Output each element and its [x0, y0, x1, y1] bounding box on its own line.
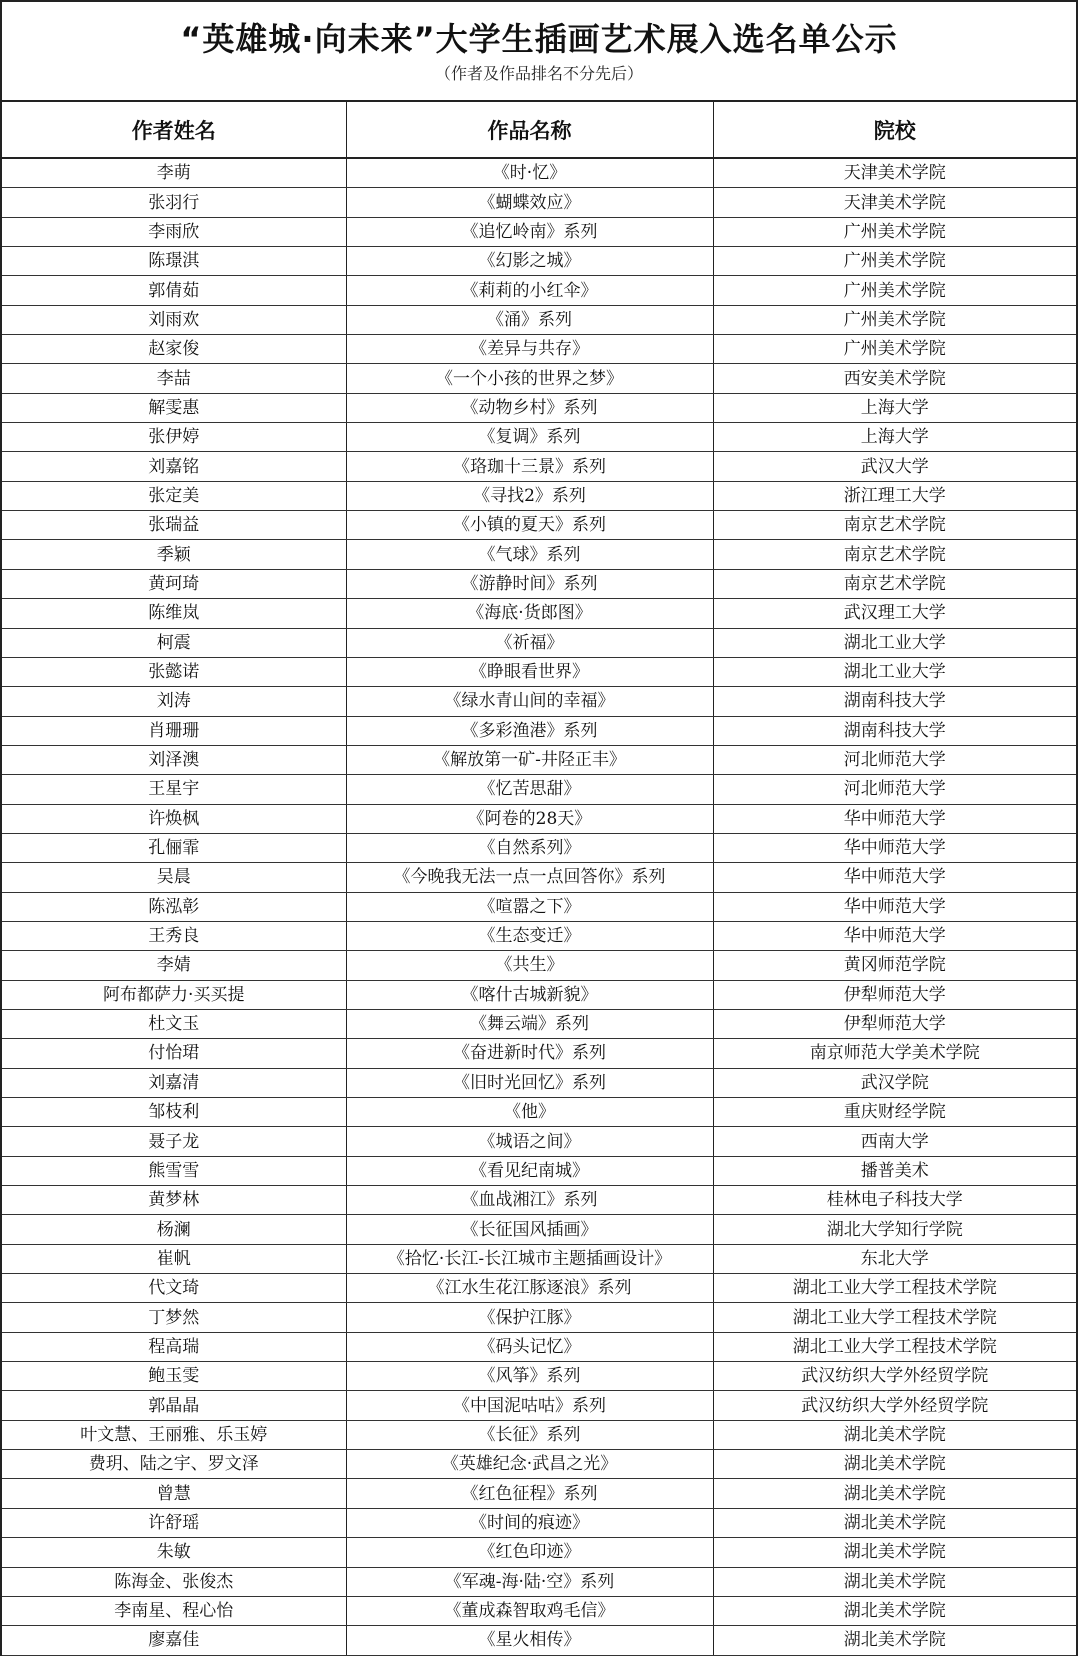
school-cell: 广州美术学院: [713, 217, 1076, 246]
table-row: [2, 188, 1076, 217]
header-work-title: 作品名称: [346, 102, 713, 158]
work-title-cell: 《他》: [346, 1098, 713, 1127]
author-name-cell: 刘嘉清: [2, 1068, 346, 1097]
title-block: [2, 2, 1076, 102]
table-row: [2, 364, 1076, 393]
table-row: [2, 511, 1076, 540]
table-row: [2, 1420, 1076, 1449]
school-cell: 南京艺术学院: [713, 540, 1076, 569]
author-name-cell: 刘涛: [2, 687, 346, 716]
school-cell: 西南大学: [713, 1127, 1076, 1156]
table-row: [2, 1567, 1076, 1596]
work-title-cell: 《蝴蝶效应》: [346, 188, 713, 217]
author-name-cell: 刘雨欢: [2, 305, 346, 334]
school-cell: 华中师范大学: [713, 892, 1076, 921]
work-title-cell: 《小镇的夏天》系列: [346, 511, 713, 540]
table-row: [2, 1332, 1076, 1361]
work-title-cell: 《气球》系列: [346, 540, 713, 569]
table-row: [2, 335, 1076, 364]
school-cell: 河北师范大学: [713, 775, 1076, 804]
selection-list-table: [2, 102, 1076, 1656]
school-cell: 湖北工业大学: [713, 628, 1076, 657]
table-row: [2, 158, 1076, 188]
author-name-cell: 张懿诺: [2, 657, 346, 686]
author-name-cell: 刘泽澳: [2, 745, 346, 774]
work-title-cell: 《时间的痕迹》: [346, 1508, 713, 1537]
author-name-cell: 张羽行: [2, 188, 346, 217]
school-cell: 湖北工业大学工程技术学院: [713, 1274, 1076, 1303]
table-row: [2, 833, 1076, 862]
work-title-cell: 《拾忆·长江-长江城市主题插画设计》: [346, 1244, 713, 1273]
author-name-cell: 费玥、陆之宇、罗文泽: [2, 1450, 346, 1479]
work-title-cell: 《军魂-海·陆·空》系列: [346, 1567, 713, 1596]
work-title-cell: 《星火相传》: [346, 1626, 713, 1655]
author-name-cell: 肖珊珊: [2, 716, 346, 745]
author-name-cell: 付怡珺: [2, 1039, 346, 1068]
table-row: [2, 540, 1076, 569]
author-name-cell: 阿布都萨力·买买提: [2, 980, 346, 1009]
school-cell: 广州美术学院: [713, 335, 1076, 364]
author-name-cell: 廖嘉佳: [2, 1626, 346, 1655]
school-cell: 武汉大学: [713, 452, 1076, 481]
author-name-cell: 黄梦林: [2, 1186, 346, 1215]
work-title-cell: 《长征》系列: [346, 1420, 713, 1449]
author-name-cell: 张瑞益: [2, 511, 346, 540]
author-name-cell: 赵家俊: [2, 335, 346, 364]
school-cell: 上海大学: [713, 423, 1076, 452]
school-cell: 天津美术学院: [713, 188, 1076, 217]
school-cell: 武汉纺织大学外经贸学院: [713, 1391, 1076, 1420]
author-name-cell: 李萌: [2, 158, 346, 188]
work-title-cell: 《游静时间》系列: [346, 569, 713, 598]
work-title-cell: 《时·忆》: [346, 158, 713, 188]
author-name-cell: 郭倩茹: [2, 276, 346, 305]
school-cell: 南京艺术学院: [713, 511, 1076, 540]
work-title-cell: 《董成森智取鸡毛信》: [346, 1596, 713, 1625]
work-title-cell: 《幻影之城》: [346, 247, 713, 276]
work-title-cell: 《睁眼看世界》: [346, 657, 713, 686]
table-row: [2, 1391, 1076, 1420]
work-title-cell: 《英雄纪念·武昌之光》: [346, 1450, 713, 1479]
work-title-cell: 《红色征程》系列: [346, 1479, 713, 1508]
table-body: [2, 158, 1076, 1655]
school-cell: 河北师范大学: [713, 745, 1076, 774]
school-cell: 天津美术学院: [713, 158, 1076, 188]
school-cell: 武汉学院: [713, 1068, 1076, 1097]
author-name-cell: 许舒瑶: [2, 1508, 346, 1537]
work-title-cell: 《生态变迁》: [346, 921, 713, 950]
author-name-cell: 张定美: [2, 481, 346, 510]
work-title-cell: 《江水生花江豚逐浪》系列: [346, 1274, 713, 1303]
work-title-cell: 《阿卷的28天》: [346, 804, 713, 833]
school-cell: 湖南科技大学: [713, 687, 1076, 716]
page-title: “英雄城·向未来”大学生插画艺术展入选名单公示: [180, 20, 898, 58]
author-name-cell: 陈海金、张俊杰: [2, 1567, 346, 1596]
school-cell: 华中师范大学: [713, 804, 1076, 833]
table-row: [2, 716, 1076, 745]
page-subtitle: （作者及作品排名不分先后）: [434, 64, 643, 83]
school-cell: 南京师范大学美术学院: [713, 1039, 1076, 1068]
table-row: [2, 599, 1076, 628]
table-row: [2, 775, 1076, 804]
table-row: [2, 892, 1076, 921]
author-name-cell: 丁梦然: [2, 1303, 346, 1332]
work-title-cell: 《复调》系列: [346, 423, 713, 452]
school-cell: 湖北美术学院: [713, 1626, 1076, 1655]
table-row: [2, 1626, 1076, 1655]
work-title-cell: 《动物乡村》系列: [346, 393, 713, 422]
school-cell: 武汉纺织大学外经贸学院: [713, 1362, 1076, 1391]
school-cell: 武汉理工大学: [713, 599, 1076, 628]
author-name-cell: 陈维岚: [2, 599, 346, 628]
author-name-cell: 季颖: [2, 540, 346, 569]
work-title-cell: 《寻找2》系列: [346, 481, 713, 510]
table-row: [2, 1068, 1076, 1097]
work-title-cell: 《旧时光回忆》系列: [346, 1068, 713, 1097]
author-name-cell: 陈璟淇: [2, 247, 346, 276]
author-name-cell: 陈泓彰: [2, 892, 346, 921]
school-cell: 湖北美术学院: [713, 1596, 1076, 1625]
table-row: [2, 1039, 1076, 1068]
table-row: [2, 276, 1076, 305]
school-cell: 湖北美术学院: [713, 1508, 1076, 1537]
work-title-cell: 《忆苦思甜》: [346, 775, 713, 804]
table-row: [2, 481, 1076, 510]
school-cell: 浙江理工大学: [713, 481, 1076, 510]
table-row: [2, 980, 1076, 1009]
school-cell: 湖北美术学院: [713, 1420, 1076, 1449]
school-cell: 华中师范大学: [713, 863, 1076, 892]
school-cell: 桂林电子科技大学: [713, 1186, 1076, 1215]
table-row: [2, 1479, 1076, 1508]
school-cell: 湖北工业大学工程技术学院: [713, 1332, 1076, 1361]
table-row: [2, 452, 1076, 481]
work-title-cell: 《奋进新时代》系列: [346, 1039, 713, 1068]
school-cell: 南京艺术学院: [713, 569, 1076, 598]
work-title-cell: 《红色印迹》: [346, 1538, 713, 1567]
author-name-cell: 李喆: [2, 364, 346, 393]
author-name-cell: 邹枝利: [2, 1098, 346, 1127]
school-cell: 湖北美术学院: [713, 1567, 1076, 1596]
author-name-cell: 许焕枫: [2, 804, 346, 833]
author-name-cell: 吴晨: [2, 863, 346, 892]
table-row: [2, 423, 1076, 452]
work-title-cell: 《城语之间》: [346, 1127, 713, 1156]
author-name-cell: 郭晶晶: [2, 1391, 346, 1420]
header-row: [2, 102, 1076, 158]
school-cell: 湖北工业大学: [713, 657, 1076, 686]
author-name-cell: 柯震: [2, 628, 346, 657]
table-row: [2, 1538, 1076, 1567]
work-title-cell: 《追忆岭南》系列: [346, 217, 713, 246]
author-name-cell: 杨澜: [2, 1215, 346, 1244]
work-title-cell: 《多彩渔港》系列: [346, 716, 713, 745]
table-row: [2, 1127, 1076, 1156]
author-name-cell: 孔俪霏: [2, 833, 346, 862]
table-row: [2, 863, 1076, 892]
table-row: [2, 804, 1076, 833]
author-name-cell: 杜文玉: [2, 1009, 346, 1038]
table-row: [2, 1156, 1076, 1185]
author-name-cell: 张伊婷: [2, 423, 346, 452]
table-row: [2, 657, 1076, 686]
author-name-cell: 鲍玉雯: [2, 1362, 346, 1391]
table-row: [2, 687, 1076, 716]
work-title-cell: 《海底·货郎图》: [346, 599, 713, 628]
work-title-cell: 《风筝》系列: [346, 1362, 713, 1391]
table-row: [2, 1186, 1076, 1215]
work-title-cell: 《舞云端》系列: [346, 1009, 713, 1038]
header-author-name: 作者姓名: [2, 102, 346, 158]
table-row: [2, 921, 1076, 950]
table-row: [2, 1215, 1076, 1244]
author-name-cell: 朱敏: [2, 1538, 346, 1567]
table-row: [2, 247, 1076, 276]
school-cell: 湖北美术学院: [713, 1538, 1076, 1567]
school-cell: 重庆财经学院: [713, 1098, 1076, 1127]
work-title-cell: 《祈福》: [346, 628, 713, 657]
school-cell: 东北大学: [713, 1244, 1076, 1273]
work-title-cell: 《涌》系列: [346, 305, 713, 334]
author-name-cell: 曾慧: [2, 1479, 346, 1508]
author-name-cell: 叶文慧、王丽雅、乐玉婷: [2, 1420, 346, 1449]
table-row: [2, 393, 1076, 422]
school-cell: 湖北美术学院: [713, 1450, 1076, 1479]
table-row: [2, 217, 1076, 246]
author-name-cell: 程高瑞: [2, 1332, 346, 1361]
school-cell: 湖南科技大学: [713, 716, 1076, 745]
work-title-cell: 《珞珈十三景》系列: [346, 452, 713, 481]
table-header: [2, 102, 1076, 158]
school-cell: 华中师范大学: [713, 833, 1076, 862]
work-title-cell: 《中国泥咕咕》系列: [346, 1391, 713, 1420]
work-title-cell: 《自然系列》: [346, 833, 713, 862]
author-name-cell: 黄珂琦: [2, 569, 346, 598]
author-name-cell: 解雯惠: [2, 393, 346, 422]
table-row: [2, 1274, 1076, 1303]
school-cell: 广州美术学院: [713, 276, 1076, 305]
table-row: [2, 745, 1076, 774]
author-name-cell: 李南星、程心怡: [2, 1596, 346, 1625]
table-row: [2, 1362, 1076, 1391]
school-cell: 广州美术学院: [713, 247, 1076, 276]
work-title-cell: 《血战湘江》系列: [346, 1186, 713, 1215]
school-cell: 播普美术: [713, 1156, 1076, 1185]
school-cell: 广州美术学院: [713, 305, 1076, 334]
school-cell: 黄冈师范学院: [713, 951, 1076, 980]
school-cell: 华中师范大学: [713, 921, 1076, 950]
work-title-cell: 《长征国风插画》: [346, 1215, 713, 1244]
table-row: [2, 569, 1076, 598]
work-title-cell: 《莉莉的小红伞》: [346, 276, 713, 305]
school-cell: 西安美术学院: [713, 364, 1076, 393]
table-row: [2, 1596, 1076, 1625]
work-title-cell: 《共生》: [346, 951, 713, 980]
table-row: [2, 1244, 1076, 1273]
work-title-cell: 《码头记忆》: [346, 1332, 713, 1361]
table-row: [2, 305, 1076, 334]
school-cell: 伊犁师范大学: [713, 1009, 1076, 1038]
work-title-cell: 《看见纪南城》: [346, 1156, 713, 1185]
table-row: [2, 1508, 1076, 1537]
work-title-cell: 《解放第一矿-井陉正丰》: [346, 745, 713, 774]
table-row: [2, 1098, 1076, 1127]
school-cell: 上海大学: [713, 393, 1076, 422]
school-cell: 湖北工业大学工程技术学院: [713, 1303, 1076, 1332]
work-title-cell: 《差异与共存》: [346, 335, 713, 364]
author-name-cell: 王星宇: [2, 775, 346, 804]
author-name-cell: 聂子龙: [2, 1127, 346, 1156]
work-title-cell: 《绿水青山间的幸福》: [346, 687, 713, 716]
header-school: 院校: [713, 102, 1076, 158]
author-name-cell: 代文琦: [2, 1274, 346, 1303]
work-title-cell: 《喧嚣之下》: [346, 892, 713, 921]
author-name-cell: 王秀良: [2, 921, 346, 950]
work-title-cell: 《今晚我无法一点一点回答你》系列: [346, 863, 713, 892]
table-row: [2, 628, 1076, 657]
table-row: [2, 951, 1076, 980]
author-name-cell: 李婧: [2, 951, 346, 980]
school-cell: 湖北大学知行学院: [713, 1215, 1076, 1244]
author-name-cell: 熊雪雪: [2, 1156, 346, 1185]
school-cell: 湖北美术学院: [713, 1479, 1076, 1508]
table-row: [2, 1303, 1076, 1332]
work-title-cell: 《喀什古城新貌》: [346, 980, 713, 1009]
author-name-cell: 李雨欣: [2, 217, 346, 246]
table-row: [2, 1450, 1076, 1479]
work-title-cell: 《保护江豚》: [346, 1303, 713, 1332]
author-name-cell: 刘嘉铭: [2, 452, 346, 481]
table-row: [2, 1009, 1076, 1038]
author-name-cell: 崔帆: [2, 1244, 346, 1273]
school-cell: 伊犁师范大学: [713, 980, 1076, 1009]
work-title-cell: 《一个小孩的世界之梦》: [346, 364, 713, 393]
